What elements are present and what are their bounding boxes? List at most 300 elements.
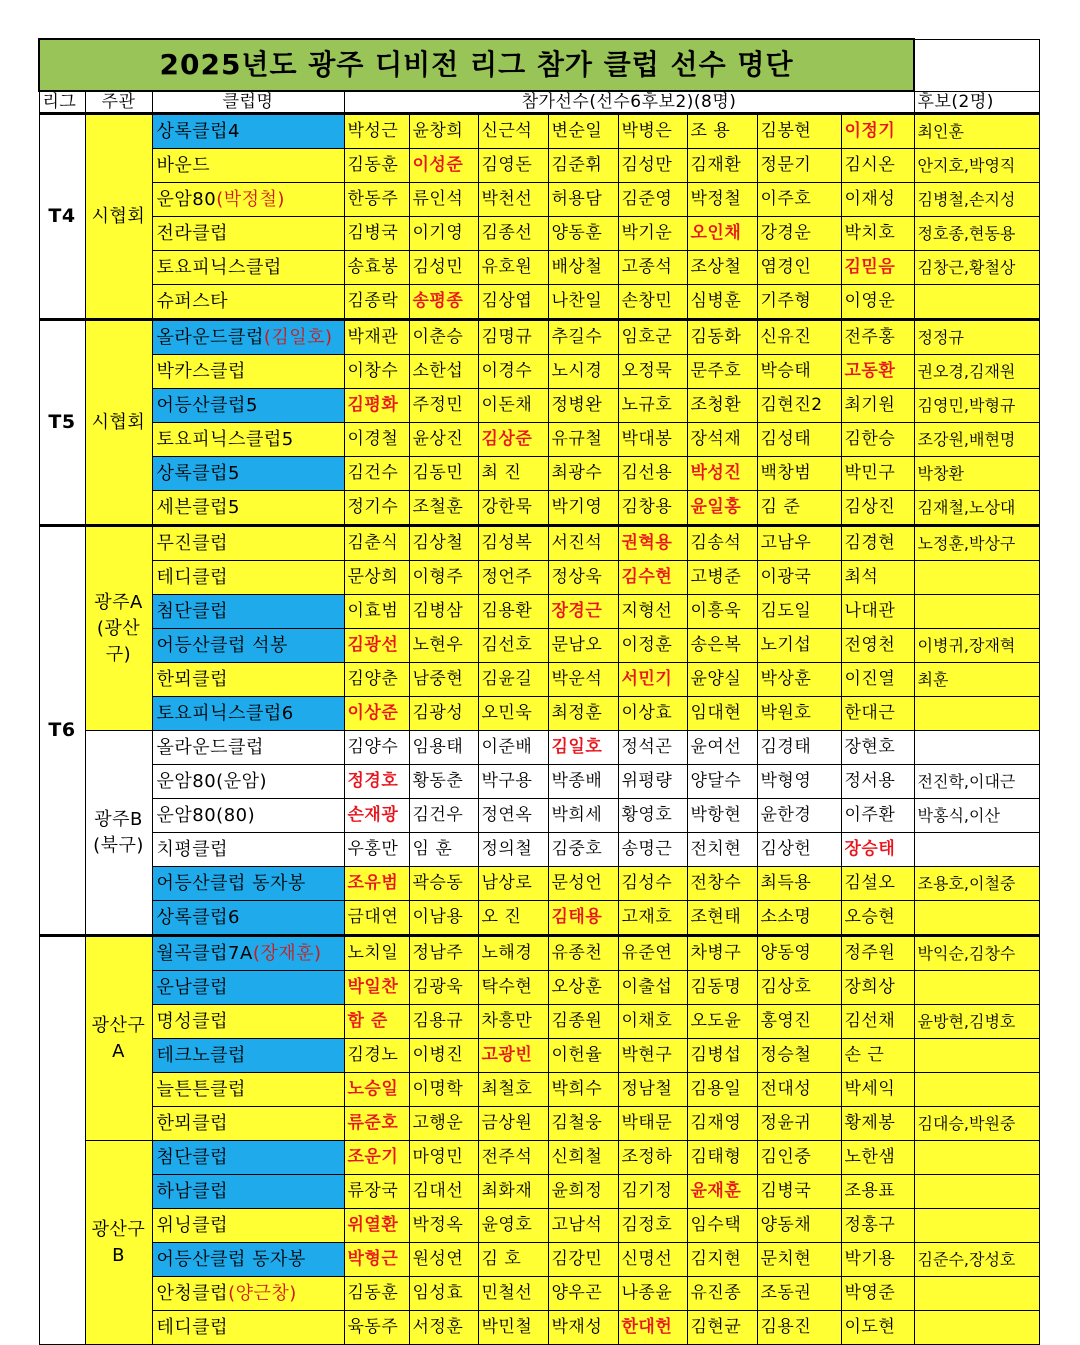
player-cell: 박형근 bbox=[344, 1243, 409, 1277]
player-cell: 전주홍 bbox=[841, 320, 914, 355]
player-cell: 김동화 bbox=[687, 320, 757, 355]
player-cell: 이도현 bbox=[841, 1311, 914, 1345]
league-cell: T5 bbox=[39, 320, 85, 526]
player-cell: 김경노 bbox=[344, 1039, 409, 1073]
hubo-cell: 김창근,황철상 bbox=[914, 251, 1039, 285]
player-cell: 문상희 bbox=[344, 561, 409, 595]
player-cell: 박구용 bbox=[478, 765, 548, 799]
club-name: 상록클럽6 bbox=[156, 907, 241, 928]
player-cell: 김동민 bbox=[409, 457, 478, 491]
header-hubo: 후보(2명) bbox=[914, 91, 1039, 114]
hubo-cell: 김영민,박형규 bbox=[914, 389, 1039, 423]
player-cell: 김시온 bbox=[841, 149, 914, 183]
player-cell: 유진종 bbox=[687, 1277, 757, 1311]
table-row bbox=[39, 217, 1039, 251]
hubo-cell bbox=[914, 971, 1039, 1005]
player-cell: 이진열 bbox=[841, 663, 914, 697]
player-cell: 정병완 bbox=[548, 389, 618, 423]
player-cell: 황영호 bbox=[618, 799, 687, 833]
club-name-cell bbox=[152, 285, 344, 320]
table-row bbox=[39, 457, 1039, 491]
player-cell: 류인석 bbox=[409, 183, 478, 217]
player-cell: 윤일홍 bbox=[687, 491, 757, 526]
hubo-cell: 박창환 bbox=[914, 457, 1039, 491]
hubo-cell: 윤방현,김병호 bbox=[914, 1005, 1039, 1039]
roster-table bbox=[38, 38, 1040, 1345]
player-cell: 정석곤 bbox=[618, 731, 687, 765]
player-cell: 김지현 bbox=[687, 1243, 757, 1277]
table-row bbox=[39, 285, 1039, 320]
club-name-cell bbox=[152, 217, 344, 251]
player-cell: 오 진 bbox=[478, 901, 548, 936]
org-cell: 시협회 bbox=[85, 114, 152, 320]
player-cell: 소소명 bbox=[757, 901, 841, 936]
player-cell: 윤양실 bbox=[687, 663, 757, 697]
table-row bbox=[39, 389, 1039, 423]
hubo-cell: 김재철,노상대 bbox=[914, 491, 1039, 526]
hubo-cell bbox=[914, 1311, 1039, 1345]
player-cell: 정주원 bbox=[841, 936, 914, 971]
player-cell: 문주호 bbox=[687, 355, 757, 389]
player-cell: 윤여선 bbox=[687, 731, 757, 765]
player-cell: 박대봉 bbox=[618, 423, 687, 457]
player-cell: 김영돈 bbox=[478, 149, 548, 183]
player-cell: 고남우 bbox=[757, 526, 841, 561]
club-name-cell bbox=[152, 149, 344, 183]
player-cell: 오도윤 bbox=[687, 1005, 757, 1039]
club-name: 늘튼튼클럽 bbox=[156, 1079, 246, 1100]
club-name-cell bbox=[152, 423, 344, 457]
player-cell: 임 훈 bbox=[409, 833, 478, 867]
player-cell: 박재성 bbox=[548, 1311, 618, 1345]
club-name-cell bbox=[152, 1175, 344, 1209]
player-cell: 김광욱 bbox=[409, 971, 478, 1005]
player-cell: 박기운 bbox=[618, 217, 687, 251]
table-row bbox=[39, 765, 1039, 799]
player-cell: 김준영 bbox=[618, 183, 687, 217]
club-name: 위닝클럽 bbox=[156, 1215, 229, 1236]
club-name-cell bbox=[152, 901, 344, 936]
roster-body bbox=[39, 39, 1039, 1345]
hubo-cell: 박홍식,이산 bbox=[914, 799, 1039, 833]
player-cell: 김경태 bbox=[757, 731, 841, 765]
hubo-cell bbox=[914, 697, 1039, 731]
player-cell: 이헌율 bbox=[548, 1039, 618, 1073]
player-cell: 탁수현 bbox=[478, 971, 548, 1005]
player-cell: 우홍만 bbox=[344, 833, 409, 867]
table-row bbox=[39, 867, 1039, 901]
player-cell: 최정훈 bbox=[548, 697, 618, 731]
player-cell: 박기영 bbox=[548, 491, 618, 526]
player-cell: 박기용 bbox=[841, 1243, 914, 1277]
table-row bbox=[39, 491, 1039, 526]
player-cell: 윤한경 bbox=[757, 799, 841, 833]
player-cell: 김선용 bbox=[618, 457, 687, 491]
club-name: 토요피닉스클럽6 bbox=[156, 703, 294, 724]
hubo-cell: 정정규 bbox=[914, 320, 1039, 355]
club-name-cell bbox=[152, 1243, 344, 1277]
player-cell: 류장국 bbox=[344, 1175, 409, 1209]
player-cell: 윤영호 bbox=[478, 1209, 548, 1243]
player-cell: 김믿음 bbox=[841, 251, 914, 285]
roster-sheet bbox=[38, 38, 1038, 1338]
player-cell: 위평량 bbox=[618, 765, 687, 799]
player-cell: 고광빈 bbox=[478, 1039, 548, 1073]
player-cell: 김태용 bbox=[548, 901, 618, 936]
club-name: 상록클럽5 bbox=[156, 463, 241, 484]
player-cell: 김 호 bbox=[478, 1243, 548, 1277]
player-cell: 김양수 bbox=[344, 731, 409, 765]
player-cell: 박영준 bbox=[841, 1277, 914, 1311]
table-row bbox=[39, 1175, 1039, 1209]
player-cell: 정의철 bbox=[478, 833, 548, 867]
club-name-cell bbox=[152, 320, 344, 355]
player-cell: 박성근 bbox=[344, 114, 409, 149]
club-name: 토요피닉스클럽5 bbox=[156, 429, 294, 450]
player-cell: 김성복 bbox=[478, 526, 548, 561]
player-cell: 전대성 bbox=[757, 1073, 841, 1107]
table-row bbox=[39, 251, 1039, 285]
player-cell: 노치일 bbox=[344, 936, 409, 971]
player-cell: 조정하 bbox=[618, 1141, 687, 1175]
player-cell: 노해경 bbox=[478, 936, 548, 971]
hubo-cell bbox=[914, 561, 1039, 595]
hubo-cell: 김대승,박원중 bbox=[914, 1107, 1039, 1141]
player-cell: 장희상 bbox=[841, 971, 914, 1005]
player-cell: 최득용 bbox=[757, 867, 841, 901]
player-cell: 송평종 bbox=[409, 285, 478, 320]
player-cell: 김선호 bbox=[478, 629, 548, 663]
table-row bbox=[39, 1141, 1039, 1175]
player-cell: 노현우 bbox=[409, 629, 478, 663]
player-cell: 유준연 bbox=[618, 936, 687, 971]
table-row bbox=[39, 1311, 1039, 1345]
player-cell: 박희세 bbox=[548, 799, 618, 833]
player-cell: 정언주 bbox=[478, 561, 548, 595]
player-cell: 배상철 bbox=[548, 251, 618, 285]
player-cell: 김성민 bbox=[409, 251, 478, 285]
player-cell: 류준호 bbox=[344, 1107, 409, 1141]
player-cell: 김동훈 bbox=[344, 1277, 409, 1311]
player-cell: 임성효 bbox=[409, 1277, 478, 1311]
player-cell: 신유진 bbox=[757, 320, 841, 355]
player-cell: 신희철 bbox=[548, 1141, 618, 1175]
player-cell: 나찬일 bbox=[548, 285, 618, 320]
table-row bbox=[39, 901, 1039, 936]
org-cell: 광주A(광산구) bbox=[85, 526, 152, 731]
player-cell: 이주호 bbox=[757, 183, 841, 217]
table-row bbox=[39, 731, 1039, 765]
hubo-cell bbox=[914, 833, 1039, 867]
table-row bbox=[39, 114, 1039, 149]
player-cell: 김현진2 bbox=[757, 389, 841, 423]
player-cell: 서진석 bbox=[548, 526, 618, 561]
club-name: 박카스클럽 bbox=[156, 361, 246, 382]
player-cell: 정승철 bbox=[757, 1039, 841, 1073]
table-row bbox=[39, 1243, 1039, 1277]
table-row bbox=[39, 561, 1039, 595]
player-cell: 조상철 bbox=[687, 251, 757, 285]
player-cell: 김용환 bbox=[478, 595, 548, 629]
player-cell: 이흥욱 bbox=[687, 595, 757, 629]
player-cell: 이정기 bbox=[841, 114, 914, 149]
player-cell: 양우곤 bbox=[548, 1277, 618, 1311]
player-cell: 한대근 bbox=[841, 697, 914, 731]
player-cell: 김명규 bbox=[478, 320, 548, 355]
player-cell: 노시경 bbox=[548, 355, 618, 389]
player-cell: 노승일 bbox=[344, 1073, 409, 1107]
league-cell bbox=[39, 936, 85, 1345]
player-cell: 이준배 bbox=[478, 731, 548, 765]
table-row bbox=[39, 423, 1039, 457]
player-cell: 박치호 bbox=[841, 217, 914, 251]
club-name: 테디클럽 bbox=[156, 1317, 229, 1338]
player-cell: 문성언 bbox=[548, 867, 618, 901]
player-cell: 신명선 bbox=[618, 1243, 687, 1277]
player-cell: 정연옥 bbox=[478, 799, 548, 833]
player-cell: 오상훈 bbox=[548, 971, 618, 1005]
player-cell: 김성수 bbox=[618, 867, 687, 901]
club-name: 첨단클럽 bbox=[156, 601, 229, 622]
player-cell: 박성진 bbox=[687, 457, 757, 491]
player-cell: 고종석 bbox=[618, 251, 687, 285]
org-cell: 광산구A bbox=[85, 936, 152, 1141]
player-cell: 김광성 bbox=[409, 697, 478, 731]
player-cell: 박운석 bbox=[548, 663, 618, 697]
table-row bbox=[39, 1005, 1039, 1039]
header-row bbox=[39, 91, 1039, 114]
player-cell: 노기섭 bbox=[757, 629, 841, 663]
player-cell: 양동영 bbox=[757, 936, 841, 971]
club-name: 첨단클럽 bbox=[156, 1147, 229, 1168]
player-cell: 김윤길 bbox=[478, 663, 548, 697]
table-row bbox=[39, 595, 1039, 629]
club-name-cell bbox=[152, 765, 344, 799]
player-cell: 양동훈 bbox=[548, 217, 618, 251]
player-cell: 박항현 bbox=[687, 799, 757, 833]
player-cell: 위열환 bbox=[344, 1209, 409, 1243]
player-cell: 이남용 bbox=[409, 901, 478, 936]
player-cell: 한동주 bbox=[344, 183, 409, 217]
club-name: 슈퍼스타 bbox=[156, 291, 229, 312]
club-name: 한뫼클럽 bbox=[156, 669, 229, 690]
hubo-cell: 박익순,김창수 bbox=[914, 936, 1039, 971]
club-name-cell bbox=[152, 833, 344, 867]
player-cell: 변순일 bbox=[548, 114, 618, 149]
club-name-cell bbox=[152, 731, 344, 765]
player-cell: 박태문 bbox=[618, 1107, 687, 1141]
player-cell: 김창용 bbox=[618, 491, 687, 526]
club-name-cell bbox=[152, 1039, 344, 1073]
player-cell: 김종원 bbox=[548, 1005, 618, 1039]
player-cell: 정문기 bbox=[757, 149, 841, 183]
club-name: 무진클럽 bbox=[156, 533, 229, 554]
club-name: 테디클럽 bbox=[156, 567, 229, 588]
club-name: 올라운드클럽 bbox=[156, 737, 264, 758]
player-cell: 전영천 bbox=[841, 629, 914, 663]
player-cell: 박재관 bbox=[344, 320, 409, 355]
club-name-cell bbox=[152, 491, 344, 526]
player-cell: 권혁용 bbox=[618, 526, 687, 561]
player-cell: 오승현 bbox=[841, 901, 914, 936]
table-row bbox=[39, 320, 1039, 355]
player-cell: 임대현 bbox=[687, 697, 757, 731]
player-cell: 한대헌 bbox=[618, 1311, 687, 1345]
player-cell: 양달수 bbox=[687, 765, 757, 799]
player-cell: 김종선 bbox=[478, 217, 548, 251]
title-row bbox=[39, 39, 1039, 91]
player-cell: 정홍구 bbox=[841, 1209, 914, 1243]
club-name: 월곡클럽7A bbox=[156, 943, 253, 964]
player-cell: 김중호 bbox=[548, 833, 618, 867]
player-cell: 정윤귀 bbox=[757, 1107, 841, 1141]
hubo-cell: 이병귀,장재혁 bbox=[914, 629, 1039, 663]
player-cell: 윤재훈 bbox=[687, 1175, 757, 1209]
table-row bbox=[39, 697, 1039, 731]
player-cell: 조운기 bbox=[344, 1141, 409, 1175]
club-name-cell bbox=[152, 355, 344, 389]
club-name: 올라운드클럽 bbox=[156, 327, 264, 348]
player-cell: 유종천 bbox=[548, 936, 618, 971]
player-cell: 이돈채 bbox=[478, 389, 548, 423]
player-cell: 고행운 bbox=[409, 1107, 478, 1141]
player-cell: 김도일 bbox=[757, 595, 841, 629]
player-cell: 고남석 bbox=[548, 1209, 618, 1243]
hubo-cell bbox=[914, 1039, 1039, 1073]
player-cell: 김병삼 bbox=[409, 595, 478, 629]
table-row bbox=[39, 355, 1039, 389]
club-name: 운암80(80) bbox=[156, 805, 256, 826]
club-name-cell bbox=[152, 595, 344, 629]
player-cell: 조용표 bbox=[841, 1175, 914, 1209]
club-name: 치평클럽 bbox=[156, 839, 229, 860]
player-cell: 최철호 bbox=[478, 1073, 548, 1107]
club-name: 세븐클럽5 bbox=[156, 497, 241, 518]
player-cell: 유호원 bbox=[478, 251, 548, 285]
player-cell: 박종배 bbox=[548, 765, 618, 799]
player-cell: 이명학 bbox=[409, 1073, 478, 1107]
hubo-cell bbox=[914, 285, 1039, 320]
club-name-cell bbox=[152, 1005, 344, 1039]
club-name: 테크노클럽 bbox=[156, 1045, 246, 1066]
player-cell: 김종락 bbox=[344, 285, 409, 320]
player-cell: 김태형 bbox=[687, 1141, 757, 1175]
player-cell: 박민철 bbox=[478, 1311, 548, 1345]
club-name-cell bbox=[152, 697, 344, 731]
player-cell: 이출섭 bbox=[618, 971, 687, 1005]
player-cell: 이창수 bbox=[344, 355, 409, 389]
hubo-cell bbox=[914, 731, 1039, 765]
player-cell: 김평화 bbox=[344, 389, 409, 423]
club-name-cell bbox=[152, 663, 344, 697]
player-cell: 신근석 bbox=[478, 114, 548, 149]
player-cell: 김대선 bbox=[409, 1175, 478, 1209]
player-cell: 김준휘 bbox=[548, 149, 618, 183]
hubo-cell: 정호종,현동용 bbox=[914, 217, 1039, 251]
org-cell: 시협회 bbox=[85, 320, 152, 526]
club-note: (장재훈) bbox=[252, 943, 322, 964]
player-cell: 정서용 bbox=[841, 765, 914, 799]
club-name-cell bbox=[152, 629, 344, 663]
player-cell: 남중현 bbox=[409, 663, 478, 697]
player-cell: 허용담 bbox=[548, 183, 618, 217]
player-cell: 김송석 bbox=[687, 526, 757, 561]
hubo-cell: 김병철,손지성 bbox=[914, 183, 1039, 217]
page-title: 2025년도 광주 디비전 리그 참가 클럽 선수 명단 bbox=[39, 39, 914, 91]
player-cell: 고재호 bbox=[618, 901, 687, 936]
table-row bbox=[39, 971, 1039, 1005]
org-cell: 광주B(북구) bbox=[85, 731, 152, 936]
player-cell: 이영운 bbox=[841, 285, 914, 320]
club-name: 바운드 bbox=[156, 155, 211, 176]
player-cell: 박원호 bbox=[757, 697, 841, 731]
club-name: 안청클럽 bbox=[156, 1283, 229, 1304]
player-cell: 김봉현 bbox=[757, 114, 841, 149]
club-name: 어등산클럽 동자봉 bbox=[156, 1249, 306, 1270]
hubo-cell bbox=[914, 1175, 1039, 1209]
player-cell: 박민구 bbox=[841, 457, 914, 491]
player-cell: 김병국 bbox=[757, 1175, 841, 1209]
league-cell: T4 bbox=[39, 114, 85, 320]
player-cell: 황동춘 bbox=[409, 765, 478, 799]
player-cell: 이광국 bbox=[757, 561, 841, 595]
header-players: 참가선수(선수6후보2)(8명) bbox=[344, 91, 914, 114]
player-cell: 추길수 bbox=[548, 320, 618, 355]
player-cell: 노한샘 bbox=[841, 1141, 914, 1175]
hubo-cell: 안지호,박영직 bbox=[914, 149, 1039, 183]
player-cell: 박형영 bbox=[757, 765, 841, 799]
player-cell: 금상원 bbox=[478, 1107, 548, 1141]
player-cell: 문남오 bbox=[548, 629, 618, 663]
club-name: 어등산클럽 동자봉 bbox=[156, 873, 306, 894]
club-name: 어등산클럽 석봉 bbox=[156, 635, 288, 656]
player-cell: 정상욱 bbox=[548, 561, 618, 595]
player-cell: 이경수 bbox=[478, 355, 548, 389]
table-row bbox=[39, 1039, 1039, 1073]
player-cell: 박정옥 bbox=[409, 1209, 478, 1243]
hubo-cell bbox=[914, 901, 1039, 936]
player-cell: 최석 bbox=[841, 561, 914, 595]
player-cell: 이주환 bbox=[841, 799, 914, 833]
player-cell: 송은복 bbox=[687, 629, 757, 663]
player-cell: 함 준 bbox=[344, 1005, 409, 1039]
player-cell: 원성연 bbox=[409, 1243, 478, 1277]
player-cell: 김설오 bbox=[841, 867, 914, 901]
player-cell: 김병섭 bbox=[687, 1039, 757, 1073]
player-cell: 김철웅 bbox=[548, 1107, 618, 1141]
club-name: 토요피닉스클럽 bbox=[156, 257, 282, 278]
player-cell: 김건우 bbox=[409, 799, 478, 833]
table-row bbox=[39, 1277, 1039, 1311]
club-note: (김일호) bbox=[263, 327, 333, 348]
player-cell: 전주석 bbox=[478, 1141, 548, 1175]
club-name: 한뫼클럽 bbox=[156, 1113, 229, 1134]
hubo-cell bbox=[914, 1141, 1039, 1175]
header-club: 클럽명 bbox=[152, 91, 344, 114]
player-cell: 소한섭 bbox=[409, 355, 478, 389]
player-cell: 김용진 bbox=[757, 1311, 841, 1345]
player-cell: 송명근 bbox=[618, 833, 687, 867]
player-cell: 손창민 bbox=[618, 285, 687, 320]
club-name: 운남클럽 bbox=[156, 977, 229, 998]
player-cell: 고병준 bbox=[687, 561, 757, 595]
player-cell: 김한승 bbox=[841, 423, 914, 457]
player-cell: 조동권 bbox=[757, 1277, 841, 1311]
hubo-cell: 전진학,이대근 bbox=[914, 765, 1039, 799]
player-cell: 김수현 bbox=[618, 561, 687, 595]
club-name-cell bbox=[152, 971, 344, 1005]
table-row bbox=[39, 833, 1039, 867]
